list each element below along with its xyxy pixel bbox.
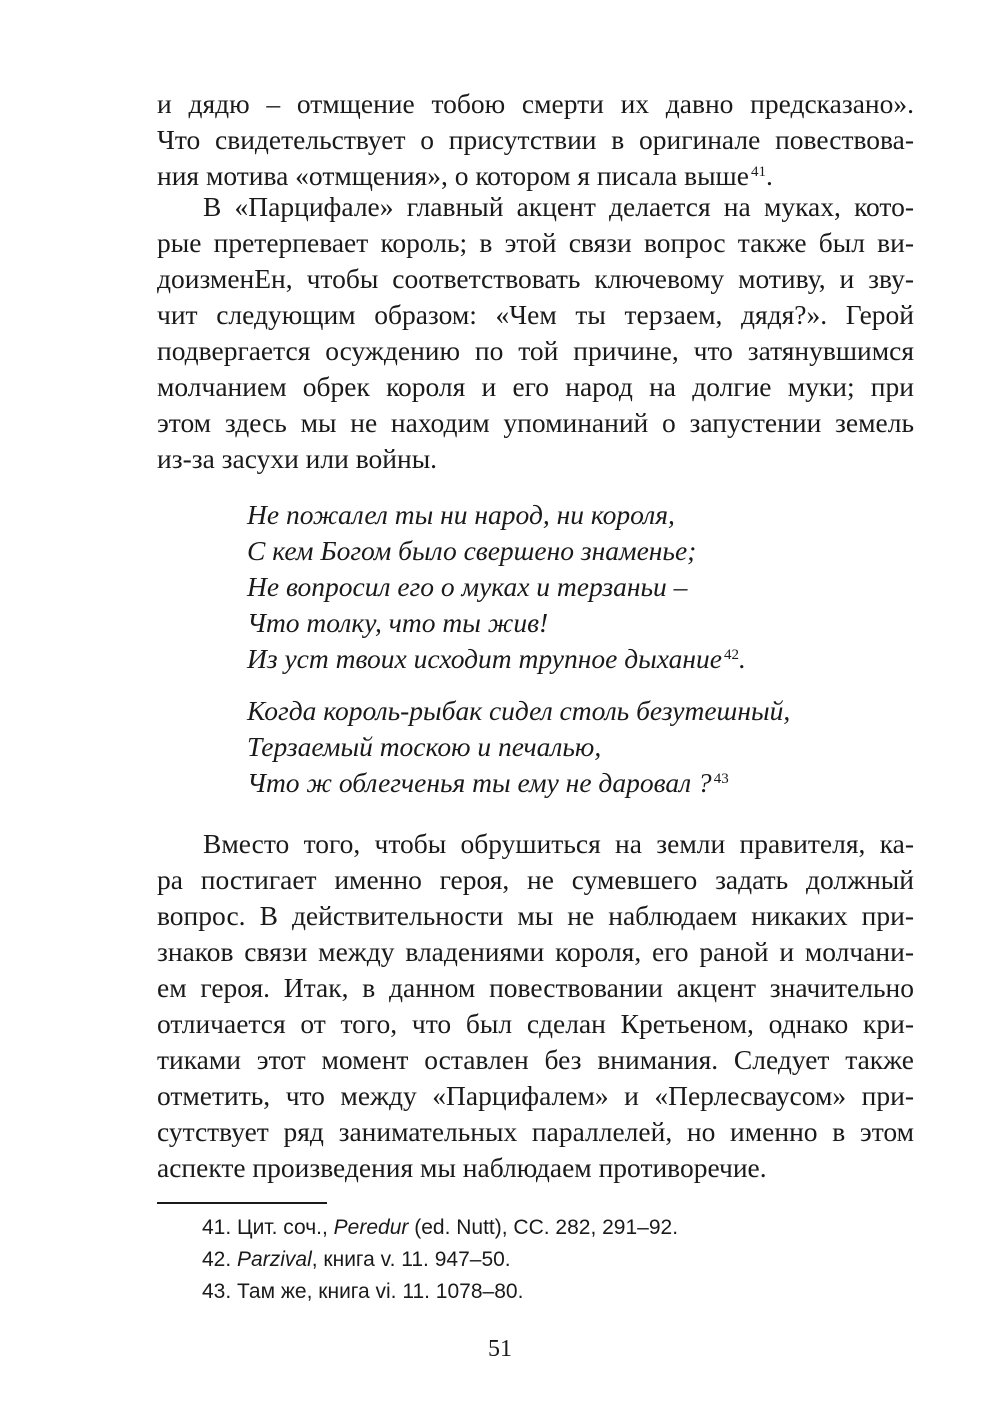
text-line: Что свидетельствует о присутствии в оригинале повествова-: [157, 124, 914, 155]
paragraph-continuation: [157, 86, 914, 194]
text-line: этом здесь мы не находим упоминаний о запустении земель: [157, 407, 914, 438]
text-line: аспекте произведения мы наблюдаем противоречие.: [157, 1152, 767, 1183]
footnote-ref[interactable]: 42: [723, 647, 739, 663]
text-line: ем героя. Итак, в данном повествовании акцент значительно: [157, 972, 914, 1003]
verse-line: С кем Богом было свершено знаменье;: [247, 535, 697, 566]
page-number: 51: [488, 1336, 512, 1362]
text-line: ра постигает именно героя, не сумевшего задать должный: [157, 864, 914, 895]
text-line: Вместо того, чтобы обрушиться на земли правителя, ка-: [203, 828, 914, 859]
footnote-43: 43. Там же, книга vi. 11. 1078–80.: [202, 1280, 524, 1303]
paragraph-parzival: [157, 189, 914, 477]
text-line: тиками этот момент оставлен без внимания. Следует также: [157, 1044, 914, 1075]
text-line: рые претерпевает король; в этой связи вопрос также был ви-: [157, 227, 914, 258]
verse-stanza-1: [247, 497, 746, 677]
text-line: отличается от того, что был сделан Кретьеном, однако кри-: [157, 1008, 914, 1039]
verse-line: Не пожалел ты ни народ, ни короля,: [247, 499, 675, 530]
verse-line: Из уст твоих исходит трупное дыхание $^{42}$.: [247, 643, 746, 674]
verse-line: Терзаемый тоскою и печалью,: [247, 731, 602, 762]
footnote-41: 41. Цит. соч., Peredur (ed. Nutt), CC. 282, 291–92.: [202, 1216, 679, 1239]
text-line: знаков связи между владениями короля, его раной и молчани-: [157, 936, 914, 967]
verse-stanza-2: [247, 693, 790, 801]
verse-line: Когда король-рыбак сидел столь безутешный,: [247, 695, 791, 726]
paragraph-punishment: [157, 826, 914, 1186]
text-line: подвергается осуждению по той причине, что затянувшимся: [157, 335, 914, 366]
text-line: ния мотива «отмщения», о котором я писала выше $^{41}$.: [157, 160, 773, 191]
text-line: и дядю – отмщение тобою смерти их давно предсказано».: [157, 88, 914, 119]
footnote-divider: [157, 1202, 327, 1204]
text-line: из-за засухи или войны.: [157, 443, 438, 474]
text-line: В «Парцифале» главный акцент делается на муках, кото-: [203, 191, 914, 222]
verse-line: Что толку, что ты жив!: [247, 607, 549, 638]
text-line: сутствует ряд занимательных параллелей, но именно в этом: [157, 1116, 914, 1147]
footnotes: [202, 1212, 678, 1308]
verse-line: Не вопросил его о муках и терзаньи –: [247, 571, 688, 602]
footnote-42: 42. Parzival, книга v. 11. 947–50.: [202, 1248, 511, 1271]
verse-line: Что ж облегченья ты ему не даровал ? $^{43}$: [247, 767, 729, 798]
text-line: вопрос. В действительности мы не наблюдаем никаких при-: [157, 900, 914, 931]
text-line: молчанием обрек короля и его народ на долгие муки; при: [157, 371, 914, 402]
text-line: чит следующим образом: «Чем ты терзаем, дядя?». Герой: [157, 299, 914, 330]
text-line: доизменЕн, чтобы соответствовать ключевому мотиву, и зву-: [157, 263, 914, 294]
footnote-ref[interactable]: 43: [713, 771, 729, 787]
footnote-ref[interactable]: 41: [750, 164, 766, 180]
text-line: отметить, что между «Парцифалем» и «Перлесваусом» при-: [157, 1080, 914, 1111]
